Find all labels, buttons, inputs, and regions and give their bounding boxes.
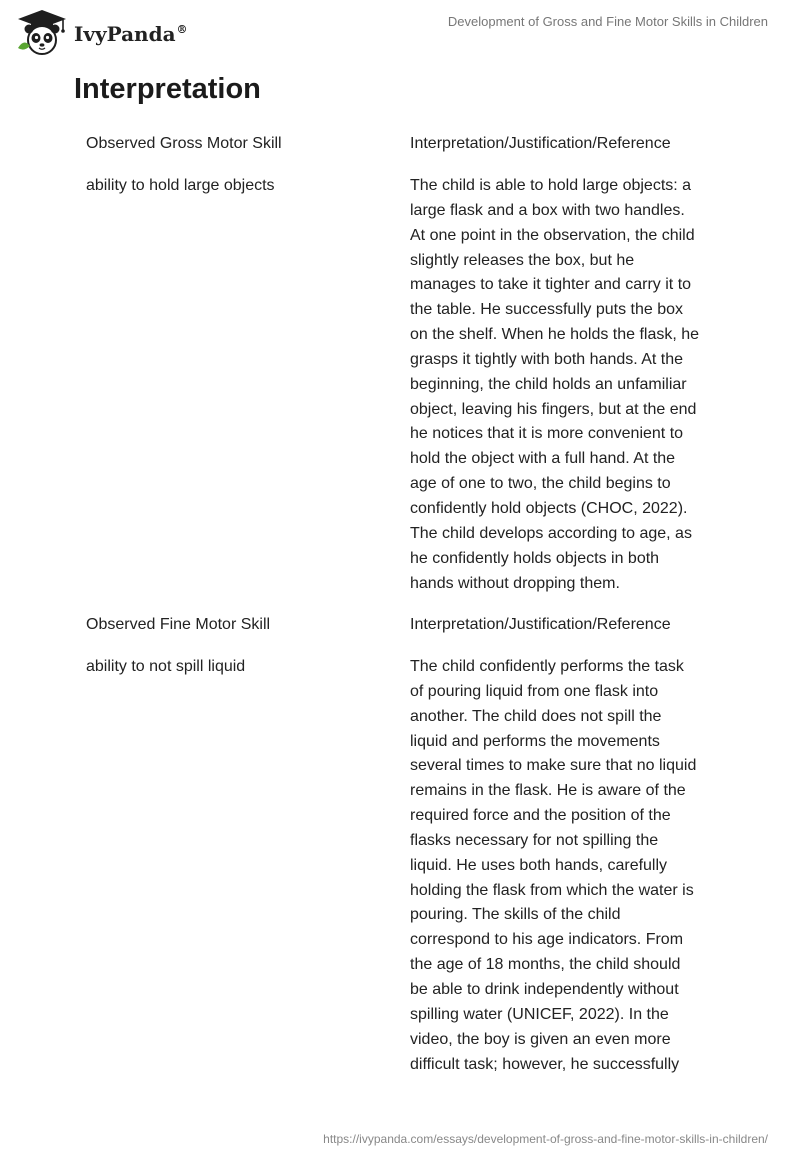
text-line: several times to make sure that no liquid xyxy=(410,757,697,775)
table-cell-interpretation xyxy=(410,174,720,596)
table-cell-interpretation xyxy=(410,132,720,157)
text-line: Interpretation/Justification/Reference xyxy=(410,135,671,152)
text-line: object, leaving his fingers, but at the end xyxy=(410,400,697,418)
text-line: on the shelf. When he holds the flask, he xyxy=(410,326,700,344)
table-cell-skill: ability to not spill liquid xyxy=(86,658,246,675)
text-line: required force and the position of the xyxy=(410,807,671,825)
text-line: of pouring liquid from one flask into xyxy=(410,682,659,700)
text-line: Interpretation/Justification/Reference xyxy=(410,616,671,633)
text-line: grasps it tightly with both hands. At the xyxy=(410,350,684,368)
text-line: pouring. The skills of the child xyxy=(410,906,621,924)
text-line: beginning, the child holds an unfamiliar xyxy=(410,375,687,393)
text-line: manages to take it tighter and carry it to xyxy=(410,276,692,294)
table-cell-skill: ability to hold large objects xyxy=(86,177,275,194)
text-line: hold the object with a full hand. At the xyxy=(410,450,676,468)
text-line: another. The child does not spill the xyxy=(410,707,662,725)
table-cell-interpretation xyxy=(410,613,720,638)
text-line: hands without dropping them. xyxy=(410,574,620,592)
text-line: The child develops according to age, as xyxy=(410,524,692,542)
text-line: confidently hold objects (CHOC, 2022). xyxy=(410,499,688,517)
text-line: remains in the flask. He is aware of the xyxy=(410,782,686,800)
text-line: video, the boy is given an even more xyxy=(410,1030,671,1048)
panda-graduate-icon xyxy=(14,8,70,56)
text-line: the age of 18 months, the child should xyxy=(410,956,681,974)
table-cell-skill: Observed Gross Motor Skill xyxy=(86,135,282,152)
text-line: liquid and performs the movements xyxy=(410,732,660,750)
text-line: flasks necessary for not spilling the xyxy=(410,831,659,849)
text-line: correspond to his age indicators. From xyxy=(410,931,684,949)
text-line: slightly releases the box, but he xyxy=(410,251,635,269)
text-line: he notices that it is more convenient to xyxy=(410,425,684,443)
text-line: be able to drink independently without xyxy=(410,980,679,998)
text-line: At one point in the observation, the child xyxy=(410,226,695,244)
table-cell-skill: Observed Fine Motor Skill xyxy=(86,616,271,633)
text-line: The child confidently performs the task xyxy=(410,658,684,675)
text-line: The child is able to hold large objects: a xyxy=(410,177,692,194)
text-line: large flask and a box with two handles. xyxy=(410,201,685,219)
text-line: the table. He successfully puts the box xyxy=(410,301,684,319)
brand-logo[interactable] xyxy=(14,8,188,56)
footer-url[interactable]: https://ivypanda.com/essays/development-of-gross-and-fine-motor-skills-in-children/ xyxy=(323,1132,768,1146)
text-line: difficult task; however, he successfully xyxy=(410,1055,680,1073)
text-line: spilling water (UNICEF, 2022). In the xyxy=(410,1005,669,1023)
text-line: liquid. He uses both hands, carefully xyxy=(410,856,668,874)
document-title: Development of Gross and Fine Motor Skills in Children xyxy=(447,14,768,29)
text-line: he confidently holds objects in both xyxy=(410,549,660,567)
text-line: holding the flask from which the water is xyxy=(410,881,694,899)
text-line: age of one to two, the child begins to xyxy=(410,475,671,493)
table-cell-interpretation xyxy=(410,655,720,1077)
brand-name: IvyPanda® xyxy=(74,22,188,46)
section-heading: Interpretation xyxy=(74,73,261,105)
